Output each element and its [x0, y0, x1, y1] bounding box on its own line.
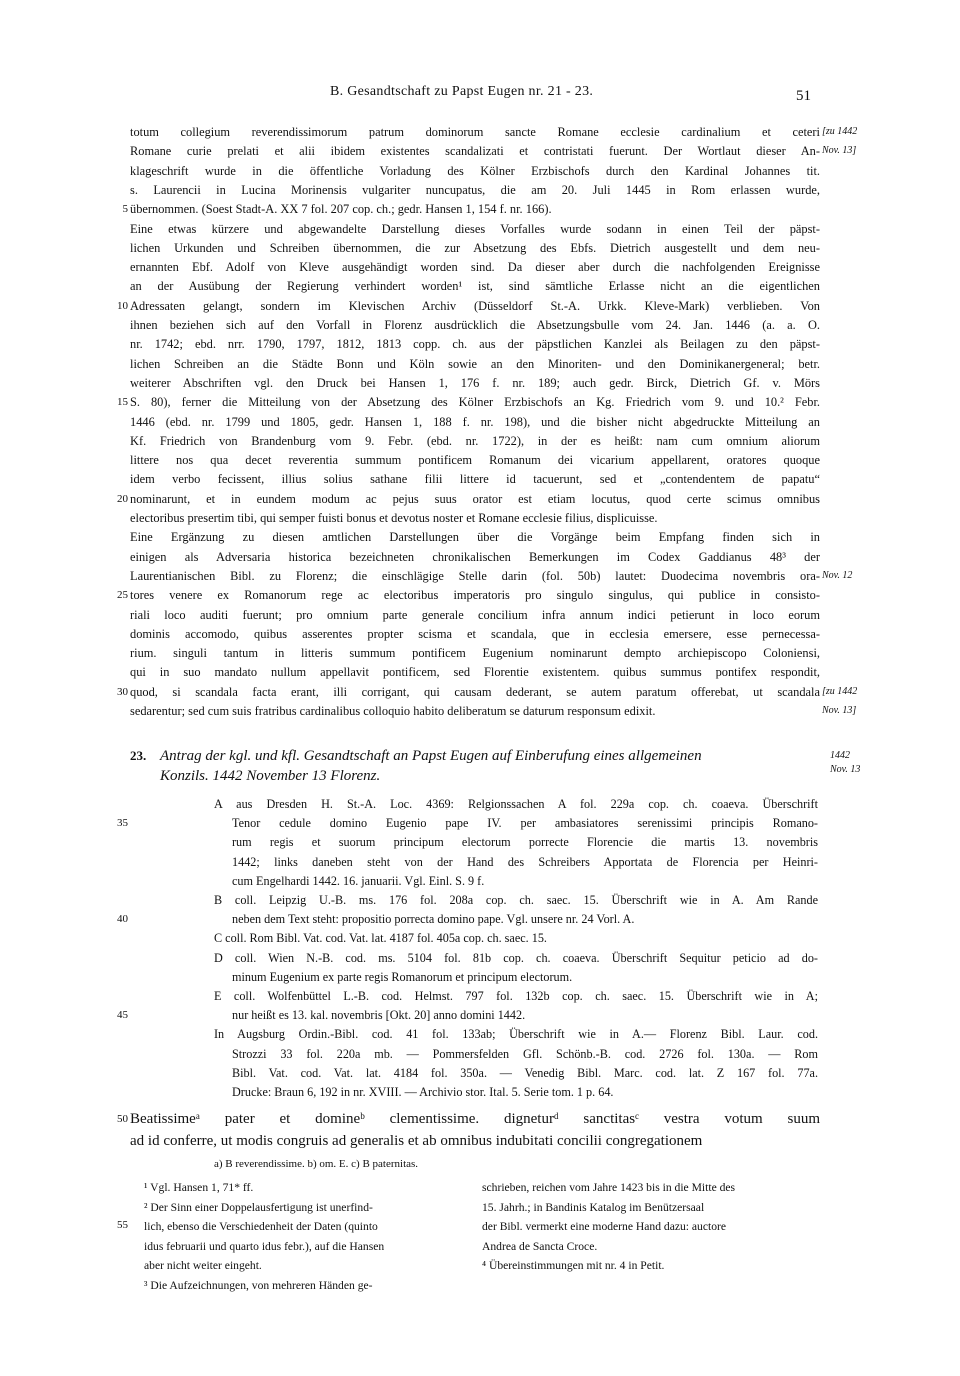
- footnote-line: schrieben, reichen vom Jahre 1423 bis in die Mitte des: [482, 1181, 736, 1194]
- source-line: [0, 1084, 960, 1100]
- text-line: [0, 529, 960, 545]
- line-text: lichen Schreiben an die Städte Bonn und Köln sowie an den Minoriten- und den Dominikanergeneral; betr.: [130, 357, 820, 371]
- line-number: 25: [117, 589, 128, 601]
- line-text: neben dem Text steht: propositio porrecta domino pape. Vgl. unsere nr. 24 Vorl. A.: [232, 912, 635, 926]
- text-line: [0, 240, 960, 256]
- text-line: [0, 278, 960, 294]
- line-number: 15: [117, 396, 128, 408]
- text-line: [0, 201, 960, 217]
- opening-line: [0, 1108, 960, 1130]
- source-line: [0, 1007, 960, 1023]
- text-line: [0, 645, 960, 661]
- margin-date-day: Nov. 13: [830, 764, 861, 775]
- line-text: In Augsburg Ordin.-Bibl. cod. 41 fol. 133ab; Überschrift wie in A.— Florenz Bibl. Laur. cod.: [214, 1027, 818, 1041]
- line-text: electoribus presertim tibi, qui semper fuisti bonus et devotus noster et Romane ecclesie filius, displicuisse.: [130, 511, 658, 525]
- line-text: 1446 (ebd. nr. 1799 und 1805, gedr. Hansen 1, 188 f. nr. 198), und die bisher nicht abgedruckte Mitteilung an: [130, 415, 820, 429]
- line-number: 30: [117, 686, 128, 698]
- footnote-line: lich, ebenso die Verschiedenheit der Daten (quinto: [144, 1220, 378, 1233]
- text-line: [0, 587, 960, 603]
- footnote-line: 15. Jahrh.; in Bandinis Katalog im Benützersaal: [482, 1201, 705, 1214]
- text-line: [0, 356, 960, 372]
- margin-note: Nov. 13]: [822, 705, 857, 716]
- line-text: Beatissimeᵃ pater et domineᵇ clementissime. digneturᵈ sanctitasᶜ vestra votum suum: [130, 1111, 820, 1127]
- text-line: [0, 703, 960, 719]
- source-line: [0, 892, 960, 908]
- line-text: Eine etwas kürzere und abgewandelte Darstellung dieses Vorfalles wurde sodann in einen Teil der päpst-: [130, 222, 820, 236]
- footnote-line: ⁴ Übereinstimmungen mit nr. 4 in Petit.: [482, 1259, 665, 1272]
- line-text: tores venere ex Romanorum rege ac electoribus imperatoris pro singulo singulus, qui publice in consisto-: [130, 588, 820, 602]
- footnote-line: aber nicht weiter eingeht.: [144, 1259, 262, 1272]
- line-text: Strozzi 33 fol. 220a mb. — Pommersfelden Gfl. Schönb.-B. cod. 2726 fol. 130a. — Rom: [232, 1047, 818, 1061]
- line-text: E coll. Wolfenbüttel L.-B. cod. Helmst. 797 fol. 132b cop. ch. saec. 15. Überschrift wie in A;: [214, 989, 818, 1003]
- line-number: 55: [117, 1219, 128, 1231]
- line-number: 50: [117, 1113, 128, 1125]
- source-line: [0, 854, 960, 870]
- text-line: [0, 568, 960, 584]
- page-number: 51: [796, 88, 811, 104]
- footnote-line: Andrea de Sancta Croce.: [482, 1240, 598, 1253]
- footnote-line: ² Der Sinn einer Doppelausfertigung ist unerfind-: [144, 1201, 373, 1214]
- line-text: B coll. Leipzig U.-B. ms. 176 fol. 208a cop. ch. saec. 15. Überschrift wie in A. Am Rande: [214, 893, 818, 907]
- line-number: 5: [122, 203, 128, 215]
- source-line: [0, 796, 960, 812]
- text-line: [0, 491, 960, 507]
- text-line: [0, 317, 960, 333]
- line-text: s. Laurencii in Lucina Morinensis vulgariter nuncupatus, die am 20. Juli 1445 in Rom erlassen wurde,: [130, 183, 820, 197]
- source-line: [0, 815, 960, 831]
- source-line: [0, 1026, 960, 1042]
- text-line: [0, 433, 960, 449]
- line-text: rium. singuli tantum in litteris summum pontificem Eugenium nominarunt dempto archiepiscopo Coloniensi,: [130, 646, 820, 660]
- text-line: [0, 394, 960, 410]
- margin-date-year: 1442: [830, 750, 850, 761]
- line-text: totum collegium reverendissimorum patrum dominorum sancte Romane ecclesie cardinalium et ceteri: [130, 125, 820, 139]
- text-line: [0, 452, 960, 468]
- text-line: [0, 471, 960, 487]
- line-text: D coll. Wien N.-B. cod. ms. 5104 fol. 81b cop. ch. coaeva. Überschrift Sequitur peticio ad do-: [214, 951, 818, 965]
- text-line: [0, 664, 960, 680]
- source-line: [0, 873, 960, 889]
- text-line: [0, 163, 960, 179]
- line-text: A aus Dresden H. St.-A. Loc. 4369: Relgionssachen A fol. 229a cop. ch. coaeva. Überschrift: [214, 797, 818, 811]
- line-number: 45: [117, 1009, 128, 1021]
- text-line: [0, 626, 960, 642]
- line-text: klageschrift wurde in die öffentliche Vorladung des Kölner Erzbischofs durch den Kardinal Johannes tit.: [130, 164, 820, 178]
- text-line: [0, 684, 960, 700]
- opening-line: [0, 1130, 960, 1152]
- document-title-line-1: Antrag der kgl. und kfl. Gesandtschaft an Papst Eugen auf Einberufung eines allgemeinen: [160, 748, 702, 764]
- source-line: [0, 988, 960, 1004]
- text-line: [0, 375, 960, 391]
- text-line: [0, 182, 960, 198]
- line-text: Drucke: Braun 6, 192 in nr. XVIII. — Archivio stor. Ital. 5. Serie tom. 1 p. 64.: [232, 1085, 614, 1099]
- footnote-line: der Bibl. vermerkt eine moderne Hand dazu: auctore: [482, 1220, 727, 1233]
- source-line: [0, 930, 960, 946]
- line-text: einigen als Adversaria historica bezeichneten chronikalischen Bemerkungen im Codex Gaddianus 48³ der: [130, 550, 820, 564]
- line-text: übernommen. (Soest Stadt-A. XX 7 fol. 207 cop. ch.; gedr. Hansen 1, 154 f. nr. 166).: [130, 202, 552, 216]
- text-line: [0, 510, 960, 526]
- running-title: B. Gesandtschaft zu Papst Eugen nr. 21 - 23.: [330, 84, 594, 99]
- line-text: sedarentur; sed cum suis fratribus cardinalibus colloquio habito deliberatum se daturum responsum edixit.: [130, 704, 656, 718]
- line-text: S. 80), ferner die Mitteilung von der Absetzung des Kölner Erzbischofs an Kg. Friedrich vom 9. und 10.² Febr.: [130, 395, 820, 409]
- line-text: nur heißt es 13. kal. novembris [Okt. 20] anno domini 1442.: [232, 1008, 526, 1022]
- line-text: lichen Urkunden und Schreiben übernommen, die zur Absetzung des Ebfs. Dietrich ausgestellt und dem neu-: [130, 241, 820, 255]
- line-number: 35: [117, 817, 128, 829]
- line-text: littere nos qua decet reverentia summum pontificem Romanum dei vicarium appellarent, oratores quoque: [130, 453, 820, 467]
- line-text: dominis accomodo, quibus asserentes propter scisma et scandala, que in ecclesia emersere, esse pernecessa-: [130, 627, 820, 641]
- line-text: an der Ausübung der Regierung verhindert worden¹ ist, sind sämtliche Erlasse nicht an die eigentlichen: [130, 279, 820, 293]
- text-line: [0, 221, 960, 237]
- text-line: [0, 124, 960, 140]
- footnote-line: ³ Die Aufzeichnungen, von mehreren Händen ge-: [144, 1279, 373, 1292]
- line-text: C coll. Rom Bibl. Vat. cod. Vat. lat. 4187 fol. 405a cop. ch. saec. 15.: [214, 931, 547, 945]
- margin-note: Nov. 13]: [822, 145, 857, 156]
- footnote-line: ¹ Vgl. Hansen 1, 71* ff.: [144, 1181, 254, 1194]
- line-text: minum Eugenium ex parte regis Romanorum et principum electorum.: [232, 970, 573, 984]
- text-line: [0, 549, 960, 565]
- line-text: Tenor cedule domino Eugenio pape IV. per ambasiatores serenissimi principis Romano-: [232, 816, 818, 830]
- source-line: [0, 1065, 960, 1081]
- line-text: Kf. Friedrich von Brandenburg vom 9. Febr. (ebd. nr. 1722), in der es heißt: nam cum omnium aliorum: [130, 434, 820, 448]
- source-line: [0, 1046, 960, 1062]
- line-text: weiterer Abschriften vgl. den Druck bei Hansen 1, 176 f. nr. 189; auch gedr. Birck, Dietrich Gf. v. Mörs: [130, 376, 820, 390]
- margin-note: [zu 1442: [822, 126, 858, 137]
- text-line: [0, 414, 960, 430]
- line-number: 20: [117, 493, 128, 505]
- line-text: ad id conferre, ut modis congruis ad generalis et ab omnibus indubitati concilii congregationem: [130, 1133, 703, 1149]
- text-line: [0, 298, 960, 314]
- line-text: ernannten Ebf. Adolf von Kleve ausgehändigt worden sind. Da dieser aber durch die nachfolgenden Ereignisse: [130, 260, 820, 274]
- text-apparatus: a) B reverendissime. b) om. E. c) B paternitas.: [214, 1158, 419, 1170]
- line-text: riali loco auditi fuerunt; pro omnium parte generale concilium infra annum indici petierunt in loco eorum: [130, 608, 820, 622]
- line-text: Bibl. Vat. cod. Vat. lat. 4184 fol. 350a. — Venedig Bibl. Marc. cod. lat. Z 167 fol. 77a.: [232, 1066, 818, 1080]
- line-text: quod, si scandala facta erant, illi corrigant, qui causam dederant, se autem paratum offerebat, ut scandala: [130, 685, 820, 699]
- line-text: Eine Ergänzung zu diesen amtlichen Darstellungen über die Vorgänge beim Empfang finden sich in: [130, 530, 820, 544]
- margin-note: Nov. 12: [822, 570, 853, 581]
- line-text: nr. 1742; ebd. nrr. 1790, 1797, 1812, 1813 copp. ch. aus der päpstlichen Kanzlei als Beilagen zu den päpst-: [130, 337, 820, 351]
- line-text: Romane curie prelati et alii ibidem existentes scandalizati et contristati fuerunt. Der Wortlaut dieser An-: [130, 144, 820, 158]
- source-line: [0, 911, 960, 927]
- source-line: [0, 969, 960, 985]
- source-line: [0, 834, 960, 850]
- line-text: nominarunt, et in eundem modum ac pejus suus orator est etiam locutus, quod certe scimus omnibus: [130, 492, 820, 506]
- line-text: idem verbo fecissent, illius solius sathane filii littere id tacuerunt, sed et „contendentem de papatu“: [130, 472, 820, 486]
- text-line: [0, 607, 960, 623]
- document-title-line-2: Konzils. 1442 November 13 Florenz.: [160, 768, 381, 784]
- line-text: cum Engelhardi 1442. 16. januarii. Vgl. Einl. S. 9 f.: [232, 874, 485, 888]
- line-text: rum regis et suorum principum electorum porrecte Florencie die martis 13. novembris: [232, 835, 818, 849]
- line-number: 40: [117, 913, 128, 925]
- line-text: Adressaten gelangt, sondern im Klevischen Archiv (Düsseldorf St.-A. Urkk. Kleve-Mark) verblieben. Von: [130, 299, 820, 313]
- footnote-line: idus februarii und quarto idus febr.), auf die Hansen: [144, 1240, 385, 1253]
- source-line: [0, 950, 960, 966]
- text-line: [0, 336, 960, 352]
- document-number: 23.: [130, 748, 147, 763]
- text-line: [0, 259, 960, 275]
- line-text: 1442; links daneben steht von der Hand des Schreibers Apportata de Florencia per Heinri-: [232, 855, 818, 869]
- line-number: 10: [117, 300, 128, 312]
- line-text: Laurentianischen Bibl. zu Florenz; die einschlägige Stelle darin (fol. 50b) lautet: Duodecima novembris ora-: [130, 569, 820, 583]
- line-text: ihnen beziehen sich auf den Vorfall in Florenz ausdrücklich die Absetzungsbulle vom 24. Jan. 1446 (a. a. O.: [130, 318, 820, 332]
- line-text: qui in suo mandato nullum appellavit pontificem, sed Florentie existentem. quibus summus pontifex respondit,: [130, 665, 820, 679]
- margin-note: [zu 1442: [822, 686, 858, 697]
- page-header: [0, 84, 960, 106]
- text-line: [0, 143, 960, 159]
